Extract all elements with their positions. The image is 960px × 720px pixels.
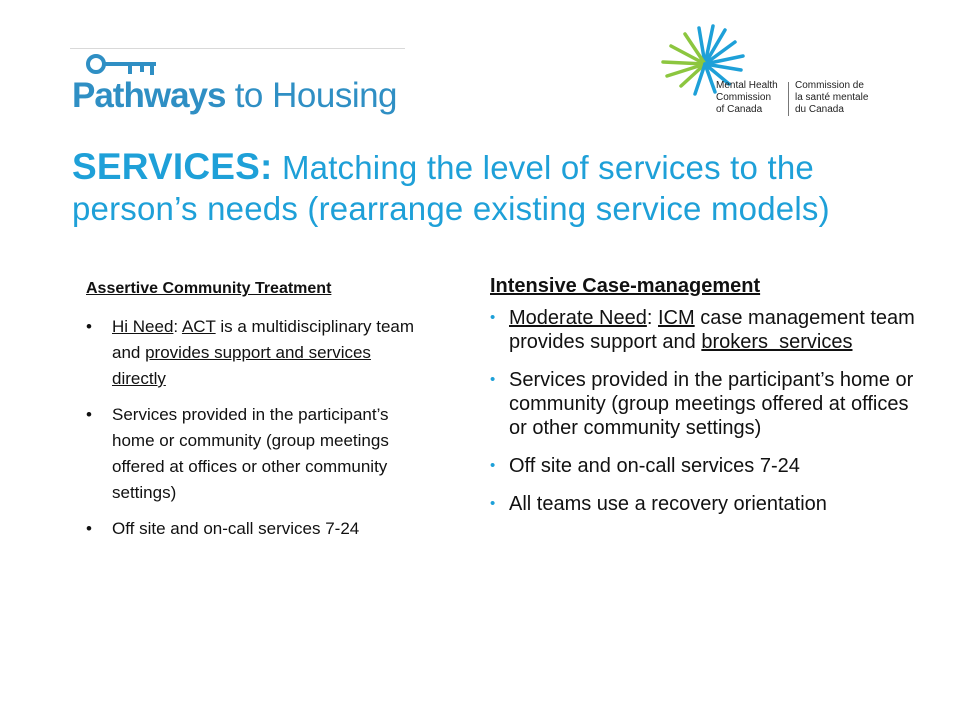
bullet-icon: • [86,405,92,424]
mhcc-french-name: Commission de la santé mentale du Canada [795,80,869,115]
logo-divider [70,48,405,49]
icm-column [490,274,920,530]
bullet-icon: • [490,457,496,474]
list-item: • Moderate Need: ICM case management team provides support and brokers services [490,307,915,353]
slide-title [72,146,912,229]
list-item: • Services provided in the participant’s home or community (group meetings offered at offices or other community settings) [490,369,914,439]
list-item: • Off site and on-call services 7-24 [490,455,800,477]
title-rest: Matching the level of services to the person’s needs (rearrange existing service models) [72,149,830,227]
list-item: • All teams use a recovery orientation [490,493,827,515]
mhcc-divider [788,82,789,116]
bullet-icon: • [86,317,92,336]
bullet-icon: • [86,519,92,538]
act-list [86,314,416,542]
mhcc-logo [655,22,915,132]
pathways-wordmark: Pathways to Housing [72,76,398,115]
pathways-logo [70,48,410,118]
icm-list [490,306,920,516]
list-item: • Hi Need: ACT is a multidisciplinary team and provides support and services directly [86,314,416,392]
list-item: • Off site and on-call services 7-24 [86,516,416,542]
icm-heading: Intensive Case-management [490,275,761,297]
act-column [86,276,416,552]
mhcc-english-name: Mental Health Commission of Canada [716,80,778,115]
bullet-icon: • [490,495,496,512]
act-heading: Assertive Community Treatment [86,280,332,297]
bullet-icon: • [490,371,496,388]
title-lead: SERVICES: [72,146,273,187]
bullet-icon: • [490,309,496,326]
list-item: • Services provided in the participant’s home or community (group meetings offered at offices or other community settings) [86,402,416,506]
